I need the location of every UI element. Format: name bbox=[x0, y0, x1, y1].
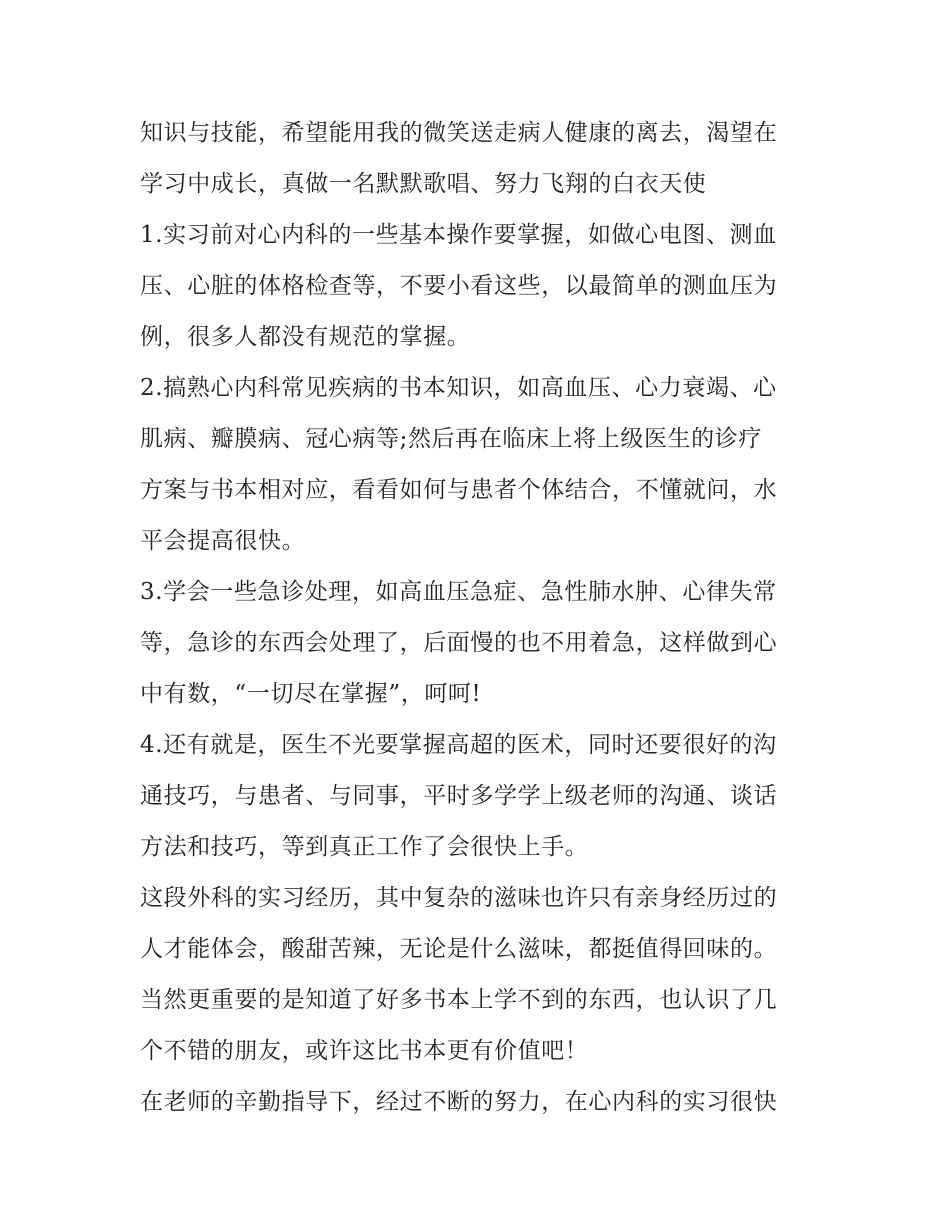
text-line: 知识与技能，希望能用我的微笑送走病人健康的离去，渴望在 bbox=[140, 120, 778, 146]
text-line: 人才能体会，酸甜苦辣，无论是什么滋味，都挺值得回味的。 bbox=[140, 936, 778, 962]
text-line: 平会提高很快。 bbox=[140, 528, 306, 554]
document-body bbox=[140, 108, 815, 1128]
text-line: 1.实习前对心内科的一些基本操作要掌握，如做心电图、测血 bbox=[140, 222, 777, 248]
text-line: 这段外科的实习经历，其中复杂的滋味也许只有亲身经历过的 bbox=[140, 885, 778, 911]
text-line: 压、心脏的体格检查等，不要小看这些，以最简单的测血压为 bbox=[140, 273, 778, 299]
text-line: 例，很多人都没有规范的掌握。 bbox=[140, 324, 471, 350]
text-line: 个不错的朋友，或许这比书本更有价值吧！ bbox=[140, 1038, 589, 1064]
text-line: 方法和技巧，等到真正工作了会很快上手。 bbox=[140, 834, 589, 860]
text-line: 当然更重要的是知道了好多书本上学不到的东西，也认识了几 bbox=[140, 987, 778, 1013]
text-line: 肌病、瓣膜病、冠心病等;然后再在临床上将上级医生的诊疗 bbox=[140, 426, 762, 452]
text-line: 3.学会一些急诊处理，如高血压急症、急性肺水肿、心律失常 bbox=[140, 579, 777, 605]
text-line: 等，急诊的东西会处理了，后面慢的也不用着急，这样做到心 bbox=[140, 630, 778, 656]
text-line: 方案与书本相对应，看看如何与患者个体结合，不懂就问，水 bbox=[140, 477, 778, 503]
text-line: 学习中成长，真做一名默默歌唱、努力飞翔的白衣天使 bbox=[140, 171, 707, 197]
text-line: 中有数，“一切尽在掌握”，呵呵! bbox=[140, 681, 482, 707]
text-line: 2.搞熟心内科常见疾病的书本知识，如高血压、心力衰竭、心 bbox=[140, 375, 777, 401]
text-line: 通技巧，与患者、与同事，平时多学学上级老师的沟通、谈话 bbox=[140, 783, 778, 809]
text-line: 在老师的辛勤指导下，经过不断的努力，在心内科的实习很快 bbox=[140, 1089, 778, 1115]
text-line: 4.还有就是，医生不光要掌握高超的医术，同时还要很好的沟 bbox=[140, 732, 777, 758]
